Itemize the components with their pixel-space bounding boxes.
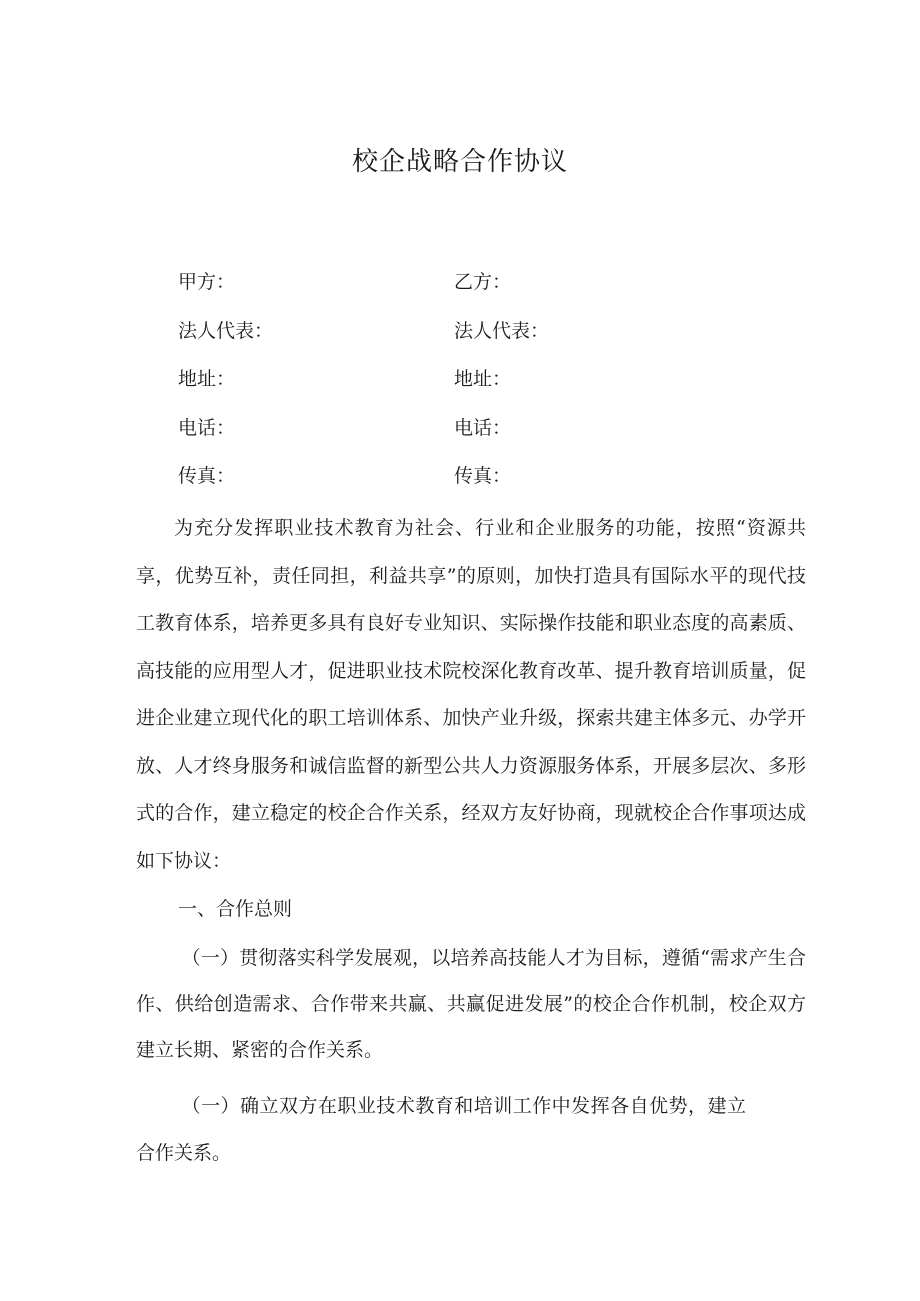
party-info-grid (178, 264, 778, 507)
section-heading-general-principles: 一、合作总则 (178, 898, 293, 920)
party-b-address-label: 地址： (454, 368, 512, 390)
party-row-fax (178, 458, 778, 507)
preamble-paragraph: 为充分发挥职业技术教育为社会、行业和企业服务的功能，按照“资源共享，优势互补，责任同担，利益共享”的原则，加快打造具有国际水平的现代技工教育体系，培养更多具有良好专业知识、实际操作技能和职业态度的高素质、高技能的应用型人才，促进职业技术院校深化教育改革、提升教育培训质量，促进企业建立现代化的职工培训体系、加快产业升级，探索共建主体多元、办学开放、人才终身服务和诚信监督的新型公共人力资源服务体系，开展多层次、多形式的合作，建立稳定的校企合作关系，经双方友好协商，现就校企合作事项达成如下协议： (136, 517, 806, 872)
party-a-legal-rep-label: 法人代表： (178, 319, 274, 342)
clause-paragraph-1: （一）贯彻落实科学发展观，以培养高技能人才为目标，遵循“需求产生合作、供给创造需求、合作带来共赢、共赢促进发展”的校企合作机制，校企双方建立长期、紧密的合作关系。 (136, 947, 806, 1061)
party-row-name (178, 264, 778, 313)
party-b-legal-rep-label: 法人代表： (454, 319, 550, 342)
party-row-legal-rep (178, 313, 778, 362)
document-title: 校企战略合作协议 (351, 147, 568, 177)
party-b-fax-label: 传真： (454, 465, 512, 487)
party-b-phone-label: 电话： (454, 416, 512, 439)
party-row-address (178, 361, 778, 410)
party-a-fax-label: 传真： (178, 465, 236, 487)
party-b-name-label: 乙方： (454, 271, 512, 293)
party-a-phone-label: 电话： (178, 416, 236, 439)
clause-paragraph-2: （一）确立双方在职业技术教育和培训工作中发挥各自优势，建立合作关系。 (136, 1095, 746, 1164)
party-row-phone (178, 410, 778, 459)
party-a-address-label: 地址： (178, 368, 236, 390)
party-a-name-label: 甲方： (178, 271, 236, 293)
